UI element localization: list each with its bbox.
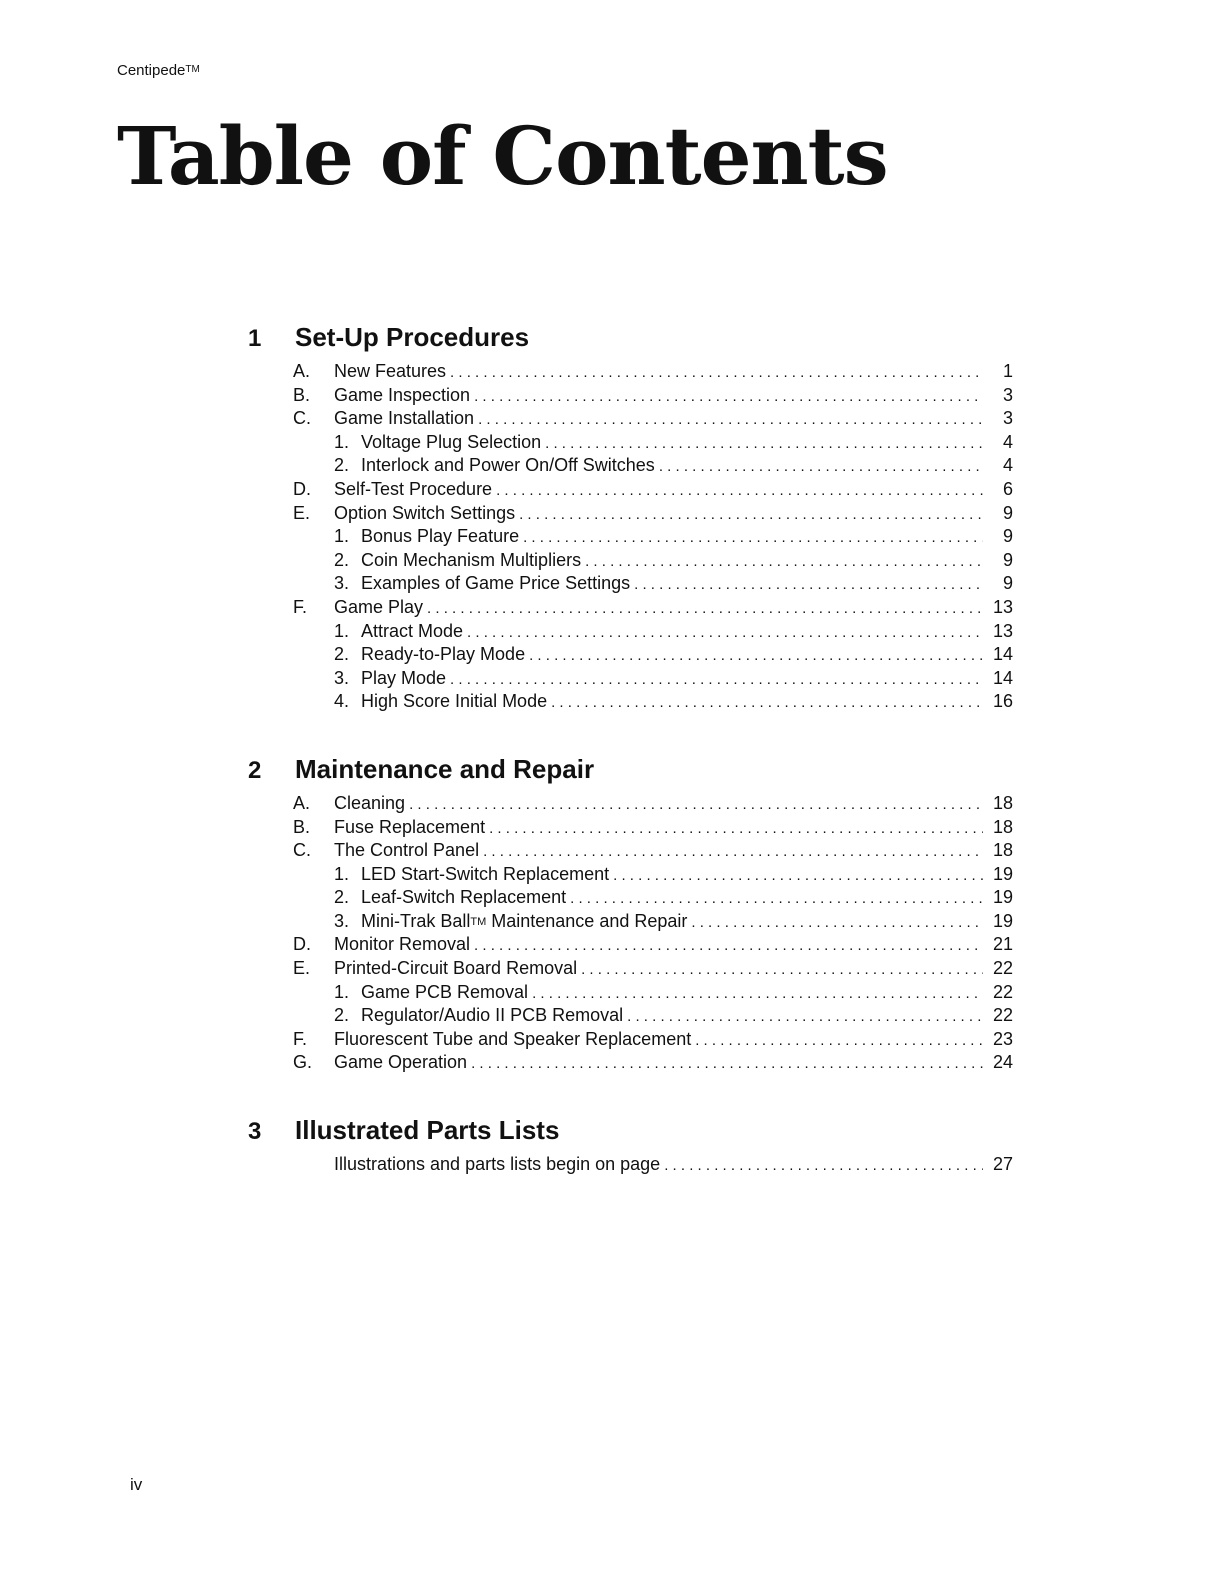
toc-subentry[interactable] [248,549,1013,573]
entry-text: Attract Mode [361,620,464,641]
toc-subentry[interactable] [248,886,1013,910]
dot-leader [450,361,983,385]
toc-entry[interactable] [248,502,1013,526]
dot-leader [613,864,983,888]
entry-text: Printed-Circuit Board Removal [334,958,578,979]
dot-leader [471,1052,983,1076]
chapter-number: 2 [248,756,262,784]
toc-subentry[interactable] [248,620,1013,644]
chapter-1 [248,322,1013,714]
entry-text: Bonus Play Feature [361,526,520,547]
entry-text: Monitor Removal [334,934,471,955]
entry-text: Cleaning [334,792,406,813]
dot-leader [627,1005,983,1029]
dot-leader [450,668,983,692]
entry-text: Fluorescent Tube and Speaker Replacement [334,1028,692,1049]
entry-text: The Control Panel [334,840,480,861]
entry-text-part: Maintenance and Repair [486,910,688,931]
toc-subentry[interactable] [248,981,1013,1005]
toc-subentry[interactable] [248,863,1013,887]
entry-page: 1 [1002,361,1013,381]
toc-subentry[interactable] [248,690,1013,714]
dot-leader [585,550,983,574]
entry-label: 2. [334,644,350,665]
entry-label: A. [293,792,311,813]
entry-page: 24 [992,1052,1013,1073]
toc-subentry[interactable] [248,667,1013,691]
entry-label: 2. [334,455,350,476]
entry-label: 4. [334,691,350,712]
entry-text: Game Installation [334,408,475,429]
entry-text: New Features [334,361,447,381]
entry-page: 6 [1002,478,1013,499]
entry-page: 23 [992,1028,1013,1049]
chapter-heading [248,754,1013,792]
entry-label: E. [293,958,311,979]
entry-text: Game Inspection [334,384,471,405]
dot-leader [570,887,983,911]
entry-label: 2. [334,887,350,908]
dot-leader [474,934,983,958]
toc-subentry[interactable] [248,572,1013,596]
toc-subentry[interactable] [248,1004,1013,1028]
entry-page: 16 [992,691,1013,712]
entry-page: 22 [992,1005,1013,1026]
entry-label: 2. [334,1005,350,1026]
running-header-text: Centipede [117,62,186,79]
dot-leader [545,432,983,456]
entry-label: 1. [334,981,350,1002]
entry-label: 1. [334,863,350,884]
toc-entry[interactable] [248,839,1013,863]
entry-page: 18 [992,792,1013,813]
page-title: Table of Contents [117,109,888,203]
dot-leader [529,644,983,668]
toc-entry[interactable] [248,478,1013,502]
entry-page: 18 [992,840,1013,861]
chapter-title: Set-Up Procedures [295,322,530,352]
dot-leader [478,408,983,432]
entry-text: Illustrations and parts lists begin on page [334,1154,661,1175]
dot-leader [496,479,983,503]
entry-text-part: Mini-Trak Ball [361,910,471,931]
toc-subentry[interactable] [248,431,1013,455]
dot-leader [474,385,983,409]
entry-label: F. [293,596,308,617]
entry-label: 1. [334,431,350,452]
toc-entry[interactable] [248,596,1013,620]
toc-subentry[interactable] [248,643,1013,667]
dot-leader [551,691,983,715]
entry-label: D. [293,478,311,499]
entry-page: 22 [992,981,1013,1002]
entry-text: Ready-to-Play Mode [361,644,526,665]
entry-page: 21 [992,934,1013,955]
entry-text: Regulator/Audio II PCB Removal [361,1005,624,1026]
chapter-3 [248,1115,1013,1177]
chapter-2 [248,754,1013,1075]
entry-text: Self-Test Procedure [334,478,493,499]
entry-label: 1. [334,620,350,641]
chapter-number: 1 [248,325,262,352]
entry-page: 19 [992,887,1013,908]
entry-label: B. [293,816,311,837]
entry-text [361,910,687,937]
toc-subentry[interactable] [248,910,1013,934]
entry-page: 4 [1002,431,1013,452]
entry-label: E. [293,502,311,523]
dot-leader [659,455,983,479]
dot-leader [532,982,983,1006]
toc-entry[interactable] [248,1153,1013,1177]
entry-page: 13 [992,620,1013,641]
toc-entry[interactable] [248,957,1013,981]
dot-leader [427,597,983,621]
entry-text: Game Play [334,596,424,617]
entry-label: 3. [334,910,350,931]
entry-page: 3 [1002,408,1013,429]
entry-text: Interlock and Power On/Off Switches [361,455,655,476]
dot-leader [664,1154,983,1178]
entry-page: 3 [1002,384,1013,405]
entry-page: 9 [1002,549,1013,570]
page-number: iv [130,1475,143,1494]
entry-label: B. [293,384,311,405]
entry-page: 22 [992,958,1013,979]
entry-text: Play Mode [361,667,447,688]
toc-entry[interactable] [248,933,1013,957]
entry-label: D. [293,934,311,955]
entry-page: 19 [992,863,1013,884]
entry-page: 18 [992,816,1013,837]
entry-page: 19 [992,910,1013,931]
entry-text: Leaf-Switch Replacement [361,887,567,908]
dot-leader [483,840,983,864]
chapter-heading [248,1115,1013,1153]
toc-subentry[interactable] [248,525,1013,549]
trademark-mark: TM [470,915,487,928]
entry-text: Voltage Plug Selection [361,431,542,452]
entry-label: C. [293,408,311,429]
entry-page: 13 [992,596,1013,617]
running-header [117,62,200,79]
entry-label: A. [293,361,311,381]
chapter-heading [248,322,1013,360]
entry-label: 3. [334,667,350,688]
entry-text: Fuse Replacement [334,816,486,837]
entry-label: 3. [334,573,350,594]
dot-leader [467,621,983,645]
entry-page: 4 [1002,455,1013,476]
toc-entry[interactable] [248,792,1013,816]
entry-text: Game PCB Removal [361,981,529,1002]
toc-subentry[interactable] [248,454,1013,478]
chapter-number: 3 [248,1118,262,1146]
dot-leader [523,526,983,550]
table-of-contents [248,322,1013,1217]
chapter-title: Illustrated Parts Lists [295,1115,560,1146]
entry-label: 1. [334,526,350,547]
entry-page: 9 [1002,573,1013,594]
chapter-title: Maintenance and Repair [295,753,595,784]
entry-page: 9 [1002,502,1013,523]
toc-entry[interactable] [248,407,1013,431]
entry-label: F. [293,1028,308,1049]
entry-label: G. [293,1052,313,1073]
entry-text: Game Operation [334,1052,468,1073]
trademark-mark: TM [185,64,200,75]
entry-page: 9 [1002,526,1013,547]
toc-entry[interactable] [248,816,1013,840]
dot-leader [634,573,983,597]
toc-entry[interactable] [248,1051,1013,1075]
entry-text: Option Switch Settings [334,502,516,523]
entry-label: C. [293,840,311,861]
dot-leader [581,958,983,982]
entry-text: Examples of Game Price Settings [361,573,631,594]
entry-label: 2. [334,549,350,570]
dot-leader [695,1029,983,1053]
toc-entry[interactable] [248,1028,1013,1052]
dot-leader [489,817,983,841]
toc-entry[interactable] [248,384,1013,408]
entry-text: LED Start-Switch Replacement [361,863,610,884]
entry-page: 14 [992,644,1013,665]
entry-text: Coin Mechanism Multipliers [361,549,582,570]
dot-leader [691,911,983,935]
toc-entry[interactable] [248,360,1013,384]
entry-page: 14 [992,667,1013,688]
entry-text: High Score Initial Mode [361,691,548,712]
entry-page: 27 [992,1154,1013,1175]
dot-leader [519,503,983,527]
dot-leader [409,793,983,817]
